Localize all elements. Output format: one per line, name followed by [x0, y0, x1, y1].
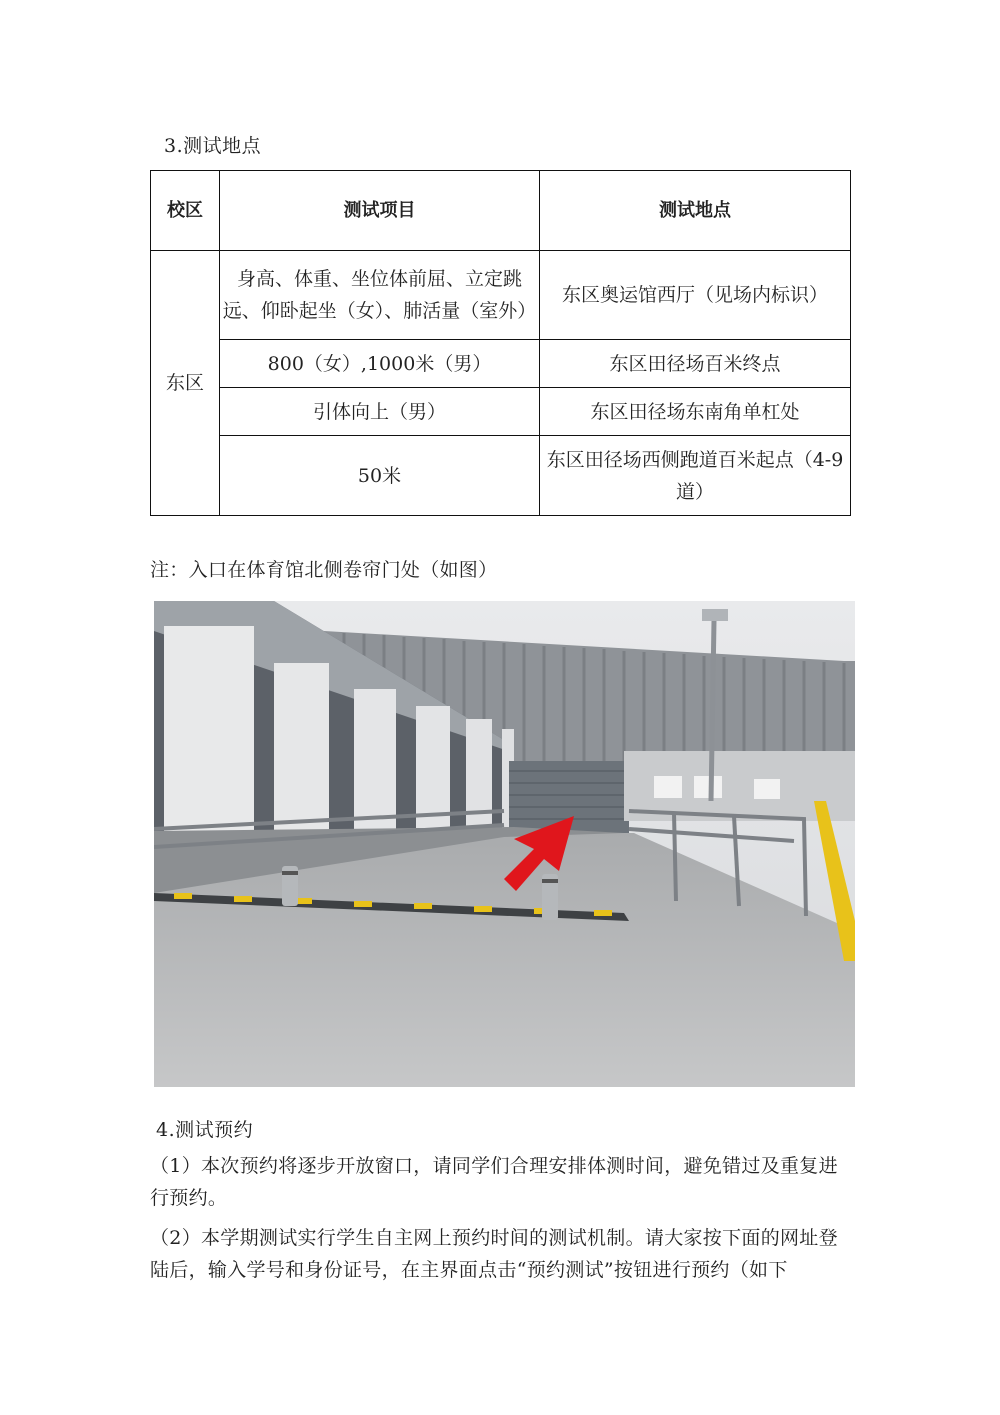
- item-cell: 50米: [220, 436, 540, 516]
- paragraph-2: （2）本学期测试实行学生自主网上预约时间的测试机制。请大家按下面的网址登陆后，输入学号和身份证号，在主界面点击“预约测试”按钮进行预约（如下: [150, 1227, 838, 1281]
- header-campus: 校区: [151, 171, 220, 251]
- table-row: [151, 251, 851, 340]
- campus-cell: 东区: [151, 251, 220, 516]
- paragraph-1: （1）本次预约将逐步开放窗口，请同学们合理安排体测时间，避免错过及重复进行预约。: [150, 1155, 838, 1209]
- table-header-row: [151, 171, 851, 251]
- item-cell: 身高、体重、坐位体前屈、立定跳远、仰卧起坐（女）、肺活量（室外）: [220, 251, 540, 340]
- header-location: 测试地点: [540, 171, 851, 251]
- section-4-title: 4.测试预约: [156, 1119, 254, 1141]
- entrance-note: 注：入口在体育馆北侧卷帘门处（如图）: [150, 559, 498, 581]
- item-cell: 800（女）,1000米（男）: [220, 340, 540, 388]
- item-cell: 引体向上（男）: [220, 388, 540, 436]
- location-cell: 东区田径场东南角单杠处: [540, 388, 851, 436]
- location-cell: 东区田径场西侧跑道百米起点（4-9道）: [540, 436, 851, 516]
- venue-table: [150, 170, 851, 516]
- table-row: [151, 436, 851, 516]
- location-cell: 东区田径场百米终点: [540, 340, 851, 388]
- location-cell: 东区奥运馆西厅（见场内标识）: [540, 251, 851, 340]
- header-item: 测试项目: [220, 171, 540, 251]
- section-3-title: 3.测试地点: [164, 135, 262, 157]
- table-row: [151, 388, 851, 436]
- table-row: [151, 340, 851, 388]
- entrance-photo: [154, 601, 855, 1087]
